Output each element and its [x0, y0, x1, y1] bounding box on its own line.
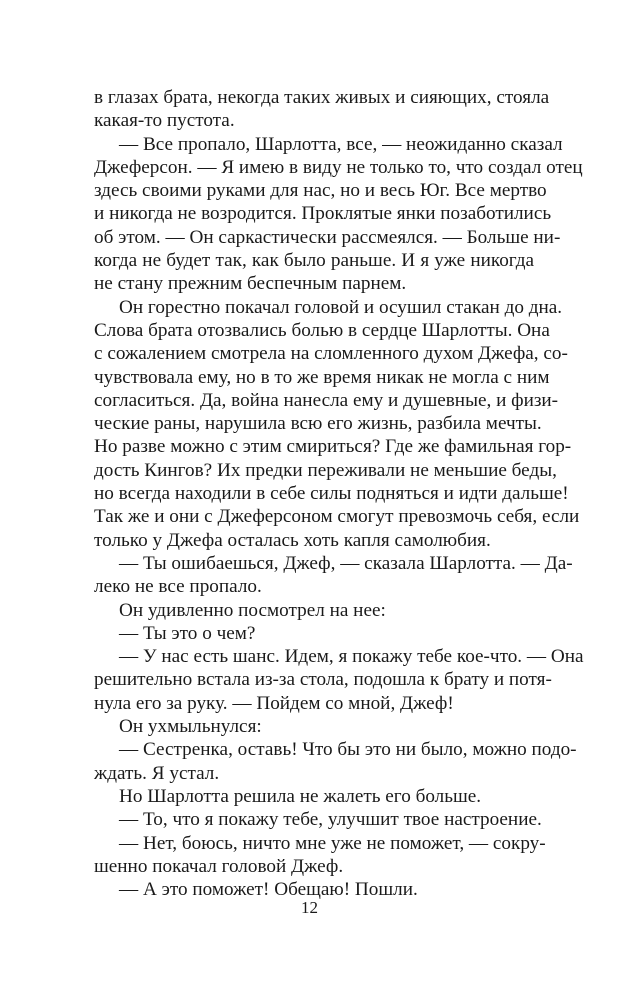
text-line: ждать. Я устал. — [94, 762, 220, 784]
text-line: Но разве можно с этим смириться? Где же фамильная гор- — [94, 436, 572, 458]
text-line: но всегда находили в себе силы подняться и идти дальше! — [94, 483, 569, 505]
text-line: только у Джефа осталась хоть капля самолюбия. — [94, 529, 491, 551]
page-number: 12 — [301, 898, 318, 917]
text-line: какая-то пустота. — [94, 110, 235, 132]
text-line: чувствовала ему, но в то же время никак не могла с ним — [94, 366, 550, 388]
text-line: когда не будет так, как было раньше. И я уже никогда — [94, 250, 534, 272]
text-line: — Ты это о чем? — [119, 622, 256, 644]
text-line: согласиться. Да, война нанесла ему и душевные, и физи- — [94, 389, 559, 411]
text-line: и никогда не возродится. Проклятые янки позаботились — [94, 203, 552, 225]
text-line: — То, что я покажу тебе, улучшит твое настроение. — [119, 809, 542, 831]
text-line: не стану прежним беспечным парнем. — [94, 273, 407, 295]
text-line: — Все пропало, Шарлотта, все, — неожиданно сказал — [119, 133, 563, 155]
text-line: Так же и они с Джеферсоном смогут превозмочь себя, если — [94, 506, 580, 528]
text-line: решительно встала из-за стола, подошла к брату и потя- — [94, 669, 552, 691]
text-line: Он удивленно посмотрел на нее: — [119, 599, 386, 621]
text-line: Он ухмыльнулся: — [119, 716, 262, 738]
text-line: дость Кингов? Их предки переживали не меньшие беды, — [94, 459, 557, 481]
text-line: Слова брата отозвались болью в сердце Шарлотты. Она — [94, 319, 550, 341]
text-line: леко не все пропало. — [94, 576, 262, 598]
text-line: — Ты ошибаешься, Джеф, — сказала Шарлотта. — Да- — [119, 552, 573, 574]
text-line: — А это поможет! Обещаю! Пошли. — [119, 879, 418, 901]
text-line: — Нет, боюсь, ничто мне уже не поможет, — сокру- — [119, 832, 546, 854]
text-line: шенно покачал головой Джеф. — [94, 855, 344, 877]
text-line: нула его за руку. — Пойдем со мной, Джеф! — [94, 692, 454, 714]
text-line: Но Шарлотта решила не жалеть его больше. — [119, 785, 482, 807]
text-line: — У нас есть шанс. Идем, я покажу тебе кое-что. — Она — [119, 646, 584, 668]
text-line: Он горестно покачал головой и осушил стакан до дна. — [119, 296, 563, 318]
text-line: об этом. — Он саркастически рассмеялся. — Больше ни- — [94, 226, 561, 248]
text-line: здесь своими руками для нас, но и весь Юг. Все мертво — [94, 180, 547, 202]
text-line: Джеферсон. — Я имею в виду не только то, что создал отец — [94, 156, 583, 178]
text-line: с сожалением смотрела на сломленного духом Джефа, со- — [94, 343, 568, 365]
body-text — [94, 86, 584, 901]
text-line: ческие раны, нарушила всю его жизнь, разбила мечты. — [94, 413, 542, 435]
text-line: — Сестренка, оставь! Что бы это ни было, можно подо- — [119, 739, 577, 761]
text-line: в глазах брата, некогда таких живых и сияющих, стояла — [94, 87, 550, 108]
